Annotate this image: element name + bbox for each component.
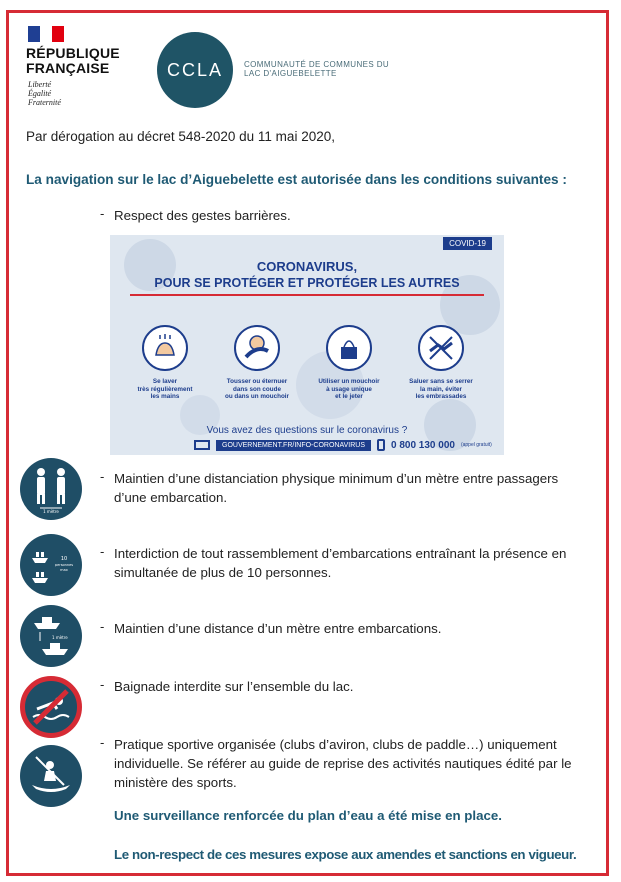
gesture-caption xyxy=(120,378,210,401)
caption-line: les mains xyxy=(150,393,180,400)
headline: La navigation sur le lac d’Aiguebelette est autorisée dans les conditions suivantes : xyxy=(26,172,567,187)
surveillance-notice: Une surveillance renforcée du plan d’eau a été mise en place. xyxy=(114,808,502,823)
bullet-dash: - xyxy=(100,735,105,750)
icon-label: max xyxy=(60,568,68,572)
item-distanciation: Maintien d’une distanciation physique minimum d’un mètre entre passagers d’une embarcation. xyxy=(114,471,559,505)
distance-people-icon xyxy=(20,458,82,520)
ccla-subtitle-line: COMMUNAUTÉ DE COMMUNES DU xyxy=(244,60,390,69)
rf-motto-line: Fraternité xyxy=(28,98,61,107)
poster-question: Vous avez des questions sur le coronavirus ? xyxy=(206,425,408,436)
bullet-dash: - xyxy=(100,619,105,634)
caption-line: Se laver xyxy=(152,378,178,385)
bullet-dash: - xyxy=(100,544,105,559)
bullet-dash: - xyxy=(100,677,105,692)
icon-label: personnes xyxy=(54,563,74,567)
poster-url: GOUVERNEMENT.FR/INFO-CORONAVIRUS xyxy=(216,440,371,451)
poster-title: CORONAVIRUS, xyxy=(256,259,358,274)
caption-line: à usage unique xyxy=(326,385,372,393)
poster-divider xyxy=(130,294,484,296)
rf-motto xyxy=(28,80,61,107)
no-swimming-icon xyxy=(20,676,82,738)
bullet-dash: - xyxy=(100,206,105,221)
gesture-caption xyxy=(212,378,302,401)
phone-icon xyxy=(377,439,385,451)
gesture-caption xyxy=(304,378,394,401)
no-handshake-icon xyxy=(418,325,464,371)
gesture-caption xyxy=(396,378,486,401)
elbow-sneeze-icon xyxy=(234,325,280,371)
icon-label: 1 mètre xyxy=(43,509,59,514)
poster-subtitle: POUR SE PROTÉGER ET PROTÉGER LES AUTRES xyxy=(154,276,460,290)
rf-motto-line: Égalité xyxy=(28,89,52,98)
ccla-subtitle xyxy=(244,60,389,78)
sanctions-notice: Le non-respect de ces mesures expose aux amendes et sanctions en vigueur. xyxy=(114,847,577,862)
caption-line: dans son coude xyxy=(233,385,281,393)
caption-line: ou dans un mouchoir xyxy=(224,393,290,400)
rf-title-line: FRANÇAISE xyxy=(26,60,110,76)
french-flag-icon xyxy=(28,26,64,42)
rf-title-line: RÉPUBLIQUE xyxy=(26,45,120,61)
poster-phone-note: (appel gratuit) xyxy=(460,442,492,448)
caption-line: les embrassades xyxy=(415,393,467,400)
item-distance-embarcations: Maintien d’une distance d’un mètre entre embarcations. xyxy=(114,621,442,636)
caption-line: Tousser ou éternuer xyxy=(226,378,288,385)
caption-line: très régulièrement xyxy=(137,385,193,393)
rf-motto-line: Liberté xyxy=(28,80,52,89)
caption-line: Saluer sans se serrer xyxy=(409,378,473,385)
icon-label: 1 mètre xyxy=(52,635,68,640)
caption-line: Utiliser un mouchoir xyxy=(318,378,380,385)
boat-distance-icon xyxy=(20,605,82,667)
covid-poster xyxy=(110,235,504,455)
ccla-logo-text: CCLA xyxy=(166,59,223,80)
caption-line: la main, éviter xyxy=(420,385,462,393)
item-gestes-barrieres: Respect des gestes barrières. xyxy=(114,208,291,223)
intro-text: Par dérogation au décret 548-2020 du 11 mai 2020, xyxy=(26,129,335,144)
boats-gathering-icon xyxy=(20,534,82,596)
poster-contact-bar xyxy=(194,439,492,451)
kayak-icon xyxy=(20,745,82,807)
ccla-logo xyxy=(157,32,233,108)
item-baignade: Baignade interdite sur l’ensemble du lac. xyxy=(114,679,354,694)
bullet-dash: - xyxy=(100,469,105,484)
hand-washing-icon xyxy=(142,325,188,371)
item-pratique-sportive: Pratique sportive organisée (clubs d’aviron, clubs de paddle…) uniquement individuelle. Se référer au guide de reprise des activités nautiques édité par le ministère des sports. xyxy=(114,737,572,790)
caption-line: et le jeter xyxy=(335,393,363,400)
poster-phone: 0 800 130 000 xyxy=(391,439,455,451)
laptop-icon xyxy=(194,440,210,450)
ccla-subtitle-line: LAC D'AIGUEBELETTE xyxy=(244,69,337,78)
icon-label: 10 xyxy=(60,556,68,562)
republique-francaise-logo xyxy=(26,46,120,76)
tissue-icon xyxy=(326,325,372,371)
item-rassemblement: Interdiction de tout rassemblement d’embarcations entraînant la présence en simultanée de plus de 10 personnes. xyxy=(114,546,567,580)
covid-tag: COVID-19 xyxy=(443,237,492,250)
